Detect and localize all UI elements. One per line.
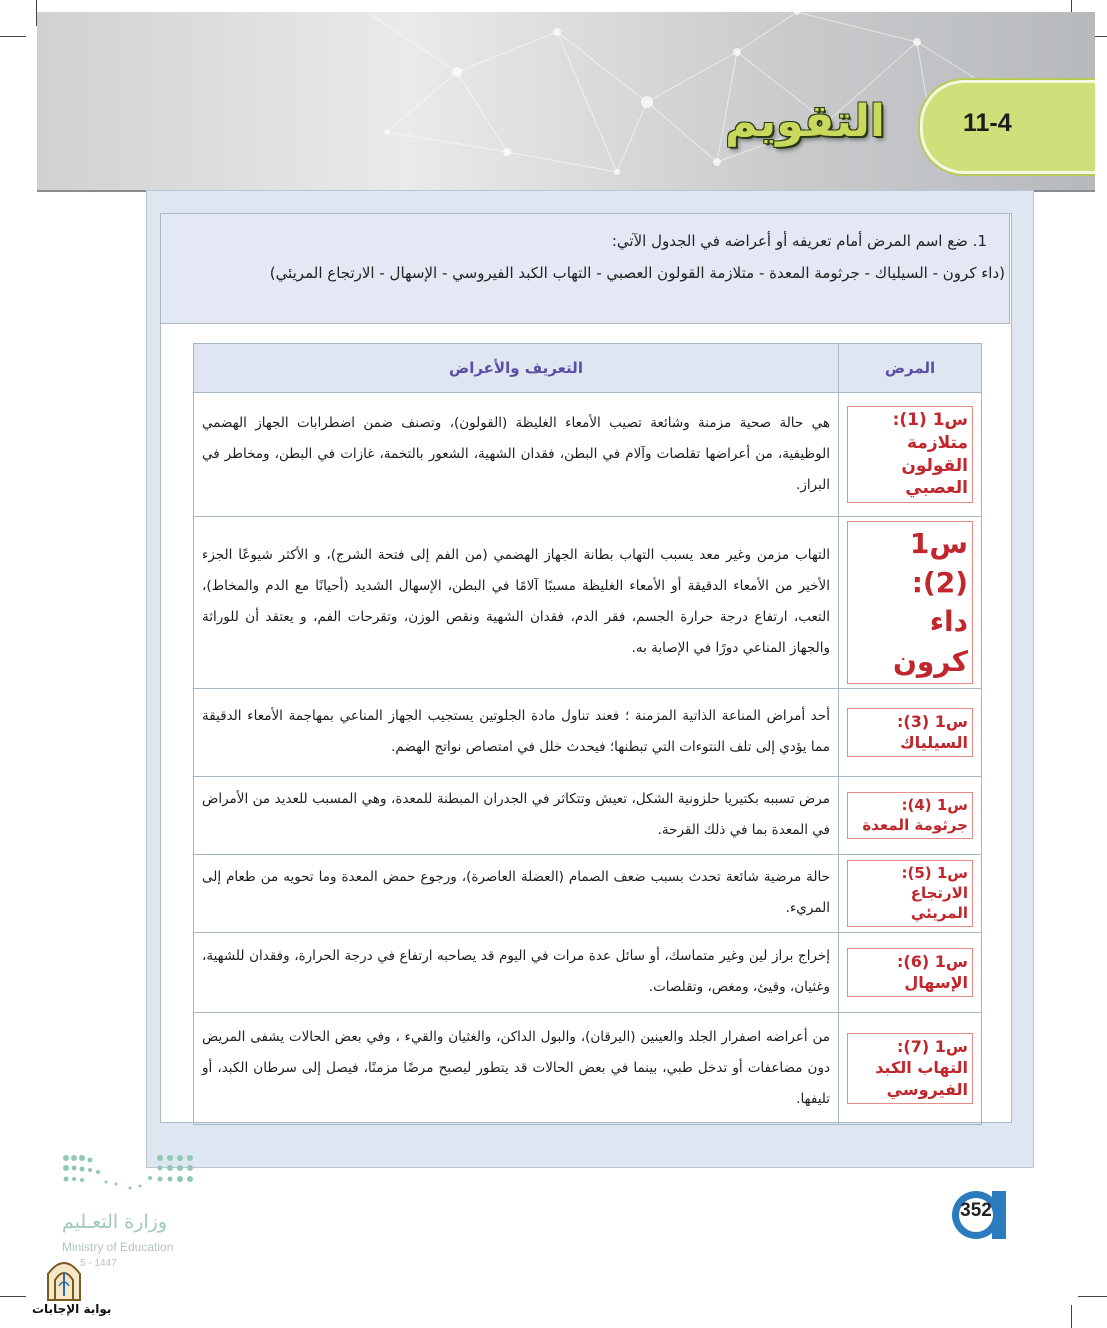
definition-cell: من أعراضه اصفرار الجلد والعينين (اليرقان)، والبول الداكن، والغثيان والقيء ، وفي بعض الحالات يشفى المريض دون مضاعفات أو تدخل طبي، بينما في بعض الحالات قد يتطور ليصبح مرضًا مزمنًا، فيصل إلى سرطان الكبد، أو تليفها. — [194, 1012, 839, 1124]
answer-text: الإسهال — [904, 973, 968, 993]
table-row — [194, 517, 982, 689]
gate-logo-icon — [44, 1256, 84, 1302]
answer-box — [847, 792, 973, 839]
table-row — [194, 688, 982, 776]
definition-cell: إخراج براز لين وغير متماسك، أو سائل عدة مرات في اليوم قد يصاحبه ارتفاع في درجة الحرارة، وفقدان للشهية، وغثيان، وقيئ، ومغص، وتقلصات. — [194, 932, 839, 1012]
disease-cell — [839, 393, 982, 517]
disease-cell — [839, 1012, 982, 1124]
crop-mark — [0, 36, 26, 37]
header-definition: التعريف والأعراض — [194, 344, 839, 393]
table-row — [194, 1012, 982, 1124]
answer-box — [847, 860, 973, 927]
ministry-year: 5 - 1447 — [80, 1258, 117, 1269]
disease-cell — [839, 517, 982, 689]
answer-prefix: س1 (3): — [897, 711, 968, 731]
disease-cell — [839, 854, 982, 932]
ministry-logo-icon — [60, 1152, 200, 1202]
answer-prefix: س1 (1): — [892, 409, 968, 430]
answer-box — [847, 948, 973, 997]
question-box — [160, 213, 1010, 324]
answer-box — [847, 406, 973, 504]
answer-text: التهاب الكبد الفيروسي — [875, 1058, 968, 1100]
answer-prefix: س1 (4): — [901, 796, 968, 814]
definition-cell: مرض تسببه بكتيريا حلزونية الشكل، تعيش وتتكاثر في الجدران المبطنة للمعدة، وهي المسبب للعديد من الأمراض في المعدة بما في ذلك القرحة. — [194, 776, 839, 854]
answer-text: السيلياك — [899, 733, 968, 753]
gate-name: بوابة الإجابات — [32, 1302, 112, 1316]
lesson-header — [37, 12, 1095, 192]
definition-cell: هي حالة صحية مزمنة وشائعة تصيب الأمعاء الغليظة (القولون)، وتصنف ضمن اضطرابات الجهاز الهضمي الوظيفية، من أعراضها تقلصات وآلام في البطن، فقدان الشهية، الشعور بالتخمة، غازات في البطن، ومخاطر في البراز. — [194, 393, 839, 517]
answer-text: متلازمة القولون العصبي — [901, 432, 968, 499]
answer-prefix: س1 (7): — [897, 1036, 968, 1056]
answer-prefix: س1 (6): — [897, 951, 968, 971]
section-title: التقويم — [725, 96, 885, 147]
disease-cell — [839, 776, 982, 854]
crop-mark — [1078, 1296, 1107, 1297]
definition-cell: التهاب مزمن وغير معد يسبب التهاب بطانة الجهاز الهضمي (من الفم إلى فتحة الشرج)، و الأكثر شيوعًا الجزء الأخير من الأمعاء الدقيقة أو الأمعاء الغليظة مسببًا آلامًا في البطن، الإسهال الشديد (أحيانًا مع الدم والمخاط)، التعب، ارتفاع درجة حرارة الجسم، فقر الدم، فقدان الشهية ونقص الوزن، وتقرحات الفم، و يعتقد أن للوراثة والجهاز المناعي دورًا في الإصابة به. — [194, 517, 839, 689]
answer-text: الارتجاع المريئي — [910, 884, 968, 923]
answer-box — [847, 521, 973, 684]
lesson-number-tab — [920, 80, 1095, 174]
table-row — [194, 854, 982, 932]
crop-mark — [0, 1296, 26, 1297]
ministry-name-english: Ministry of Education — [62, 1240, 174, 1254]
ministry-name-arabic: وزارة التعـليم — [62, 1211, 168, 1233]
crop-mark — [1071, 1305, 1072, 1328]
disease-cell — [839, 688, 982, 776]
definition-cell: أحد أمراض المناعة الذاتية المزمنة ؛ فعند تناول مادة الجلوتين يستجيب الجهاز المناعي بمهاجمة الأمعاء الدقيقة مما يؤدي إلى تلف النتوءات التي تبطنها؛ فيحدث خلل في امتصاص نواتج الهضم. — [194, 688, 839, 776]
table-row — [194, 932, 982, 1012]
question-text: 1. ضع اسم المرض أمام تعريفه أو أعراضه في الجدول الآتي: — [611, 232, 987, 250]
lesson-number: 11-4 — [963, 109, 1012, 137]
answer-box — [847, 708, 973, 757]
header-disease: المرض — [839, 344, 982, 393]
table-row — [194, 393, 982, 517]
answer-prefix: س1 (2): — [909, 527, 968, 600]
page-number: 352 — [960, 1200, 992, 1221]
answer-text: جرثومة المعدة — [862, 816, 968, 835]
question-options: (داء كرون - السيلياك - جرثومة المعدة - متلازمة القولون العصبي - التهاب الكبد الفيروسي - الإسهال - الارتجاع المريئي) — [269, 264, 1005, 282]
table-row — [194, 776, 982, 854]
answer-prefix: س1 (5): — [901, 863, 968, 882]
diseases-table — [193, 343, 982, 1125]
table-header-row — [194, 344, 982, 393]
answer-text: داء كرون — [892, 605, 968, 678]
disease-cell — [839, 932, 982, 1012]
answer-box — [847, 1033, 973, 1104]
definition-cell: حالة مرضية شائعة تحدث بسبب ضعف الصمام (العضلة العاصرة)، ورجوع حمض المعدة وما تحويه من طعام إلى المريء. — [194, 854, 839, 932]
